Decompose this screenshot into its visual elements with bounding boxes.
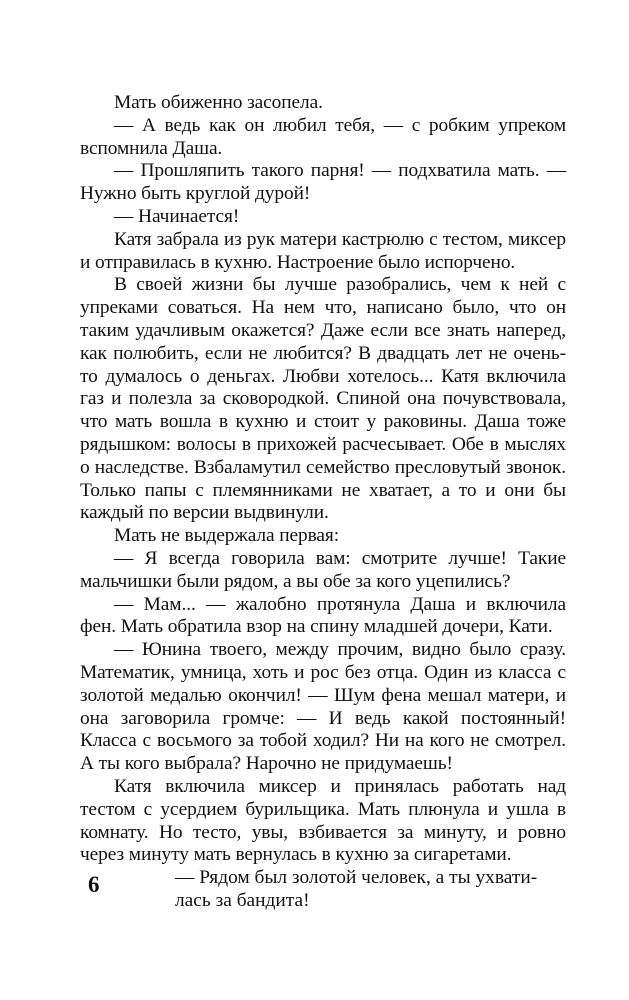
- paragraph-7: Мать не выдержала первая:: [114, 525, 339, 547]
- paragraph-10: — Юнина твоего, между прочим, видно было сразу. Математик, умница, хоть и рос без отца. Один из класса с золотой медалью окончил! — Шум фена мешал матери, и она заговорила громче: — И ведь какой постоянный! Класса с восьмого за тобой ходил? Ни на кого не смотрел. А ты кого выбрала? Нарочно не придумаешь!: [80, 639, 566, 775]
- page-text: [80, 92, 566, 913]
- paragraph-3: — Прошляпить такого парня! — подхватила мать. — Нужно быть круглой дурой!: [80, 160, 566, 205]
- paragraph-8: — Я всегда говорила вам: смотрите лучше! Такие мальчишки были рядом, а вы обе за кого уцепились?: [80, 547, 566, 592]
- final-line-1: — Рядом был золотой человек, а ты ухвати-: [175, 867, 538, 889]
- final-paragraph: [80, 867, 566, 913]
- paragraph-6: В своей жизни бы лучше разобрались, чем к ней с упреками соваться. На нем что, написано было, что он таким удачливым окажется? Даже если все знать наперед, как полюбить, если не любится? В двадцать лет не очень-то думалось о деньгах. Любви хотелось... Катя включила газ и полезла за сковородкой. Спиной она почувствовала, что мать вошла в кухню и стоит у раковины. Даша тоже рядышком: волосы в прихожей расчесывает. Обе в мыслях о наследстве. Взбаламутил семейство пресловутый звонок. Только папы с племянниками не хватает, а то и они бы каждый по версии выдвинули.: [80, 274, 566, 524]
- final-line-2: лась за бандита!: [175, 889, 310, 911]
- paragraph-11: Катя включила миксер и принялась работать над тестом с усердием бурильщика. Мать плюнула и ушла в комнату. Но тесто, увы, взбивается за минуту, и ровно через минуту мать вернулась в кухню за сигаретами.: [80, 775, 566, 866]
- paragraph-5: Катя забрала из рук матери кастрюлю с тестом, миксер и отправилась в кухню. Настроение было испорчено.: [80, 228, 566, 273]
- paragraph-9: — Мам... — жалобно протянула Даша и включила фен. Мать обратила взор на спину младшей дочери, Кати.: [80, 593, 566, 638]
- paragraph-2: — А ведь как он любил тебя, — с робким упреком вспомнила Даша.: [80, 114, 566, 159]
- paragraph-1: Мать обиженно засопела.: [114, 92, 323, 113]
- page-number: 6: [88, 872, 100, 897]
- paragraph-4: — Начинается!: [114, 205, 240, 227]
